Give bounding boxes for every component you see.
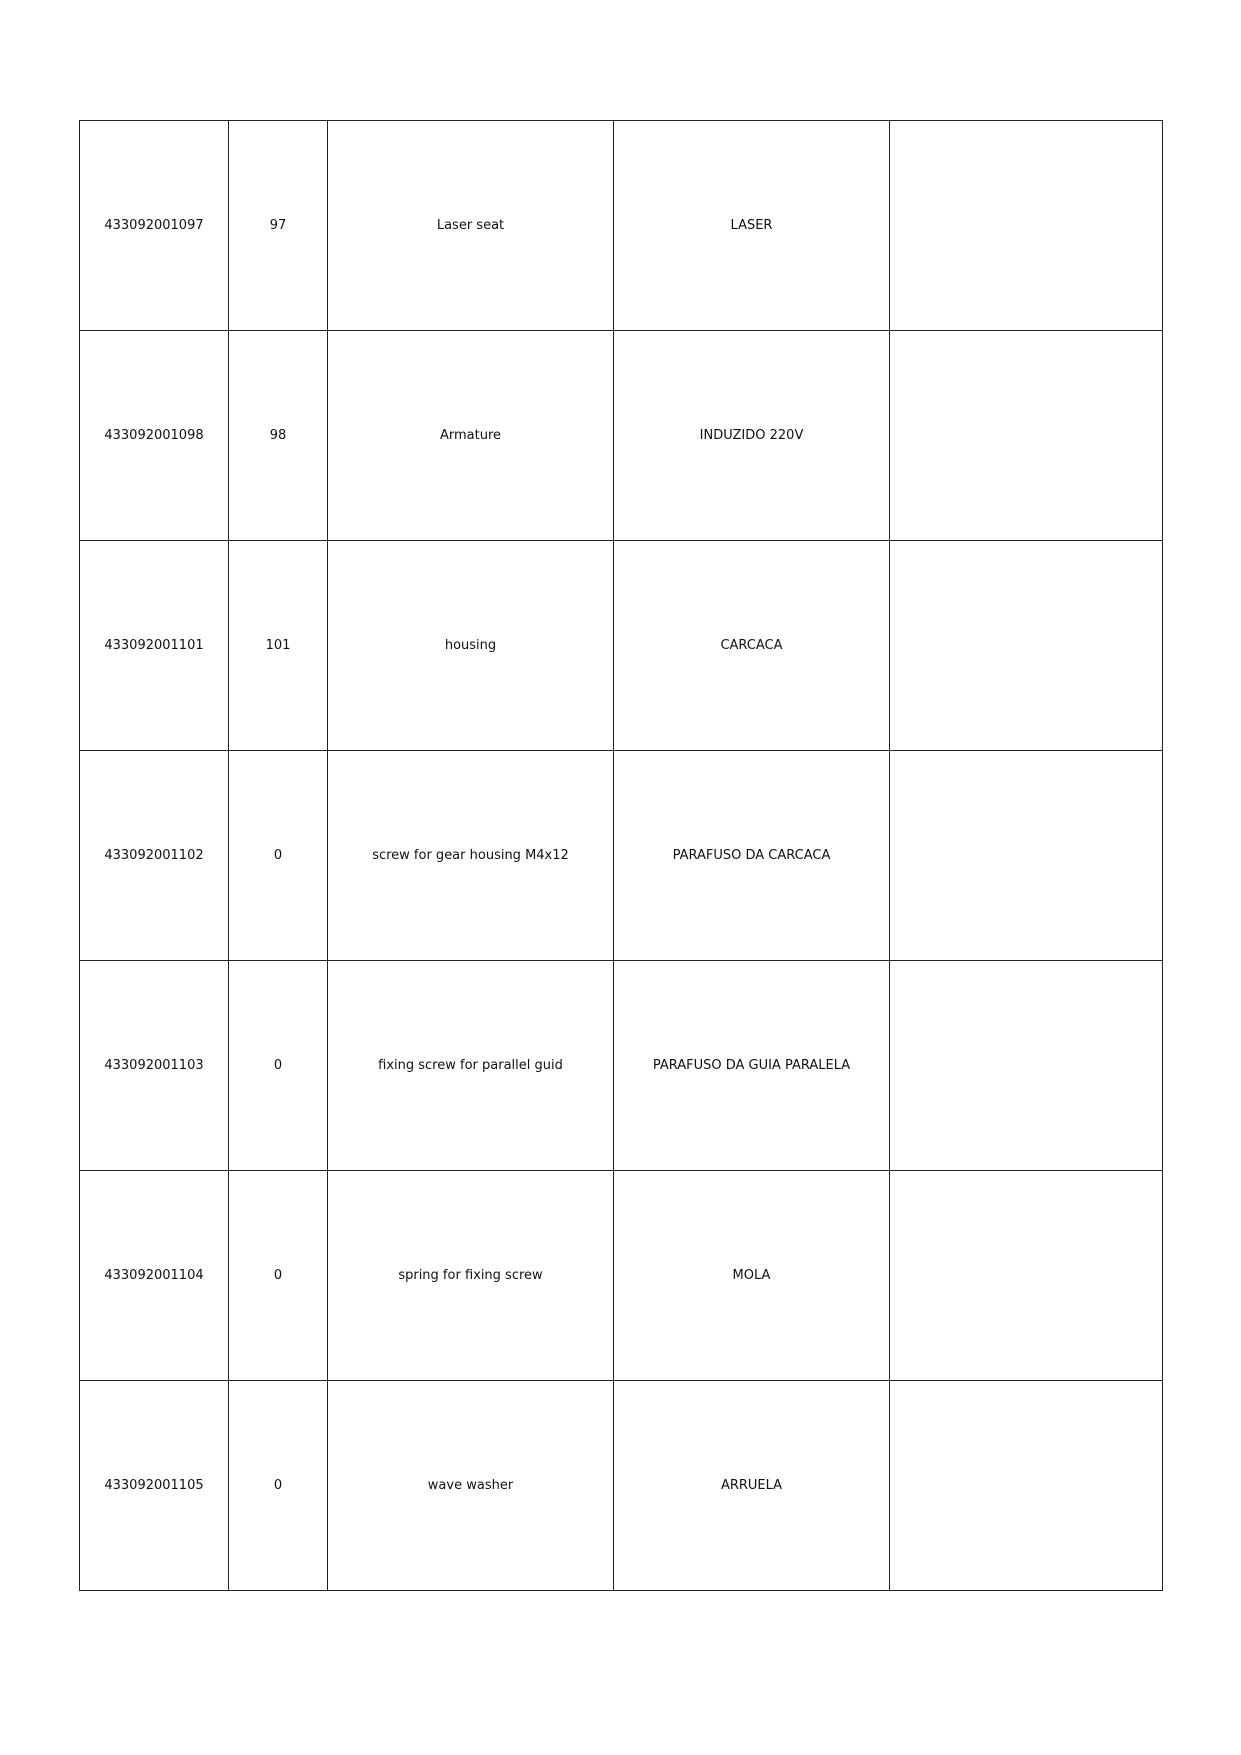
notes-cell xyxy=(890,1171,1163,1381)
position-cell: 101 xyxy=(229,541,328,751)
position-cell: 98 xyxy=(229,331,328,541)
description-en-cell: wave washer xyxy=(328,1381,614,1591)
notes-cell xyxy=(890,331,1163,541)
description-pt-cell: LASER xyxy=(614,121,890,331)
part-code-cell: 433092001103 xyxy=(80,961,229,1171)
description-pt-cell: PARAFUSO DA CARCACA xyxy=(614,751,890,961)
description-en-cell: Armature xyxy=(328,331,614,541)
table-row xyxy=(80,961,1163,1171)
notes-cell xyxy=(890,121,1163,331)
position-cell: 0 xyxy=(229,751,328,961)
notes-cell xyxy=(890,1381,1163,1591)
notes-cell xyxy=(890,541,1163,751)
table-row xyxy=(80,331,1163,541)
description-pt-cell: MOLA xyxy=(614,1171,890,1381)
table-row xyxy=(80,1381,1163,1591)
parts-table xyxy=(79,120,1163,1591)
description-en-cell: screw for gear housing M4x12 xyxy=(328,751,614,961)
table-row xyxy=(80,541,1163,751)
position-cell: 0 xyxy=(229,1381,328,1591)
description-pt-cell: PARAFUSO DA GUIA PARALELA xyxy=(614,961,890,1171)
description-pt-cell: CARCACA xyxy=(614,541,890,751)
position-cell: 0 xyxy=(229,1171,328,1381)
part-code-cell: 433092001102 xyxy=(80,751,229,961)
description-en-cell: housing xyxy=(328,541,614,751)
description-en-cell: Laser seat xyxy=(328,121,614,331)
position-cell: 0 xyxy=(229,961,328,1171)
description-en-cell: spring for fixing screw xyxy=(328,1171,614,1381)
part-code-cell: 433092001098 xyxy=(80,331,229,541)
part-code-cell: 433092001104 xyxy=(80,1171,229,1381)
position-cell: 97 xyxy=(229,121,328,331)
table-row xyxy=(80,121,1163,331)
description-pt-cell: ARRUELA xyxy=(614,1381,890,1591)
notes-cell xyxy=(890,961,1163,1171)
part-code-cell: 433092001105 xyxy=(80,1381,229,1591)
description-pt-cell: INDUZIDO 220V xyxy=(614,331,890,541)
part-code-cell: 433092001101 xyxy=(80,541,229,751)
table-row xyxy=(80,1171,1163,1381)
part-code-cell: 433092001097 xyxy=(80,121,229,331)
table-row xyxy=(80,751,1163,961)
notes-cell xyxy=(890,751,1163,961)
description-en-cell: fixing screw for parallel guid xyxy=(328,961,614,1171)
